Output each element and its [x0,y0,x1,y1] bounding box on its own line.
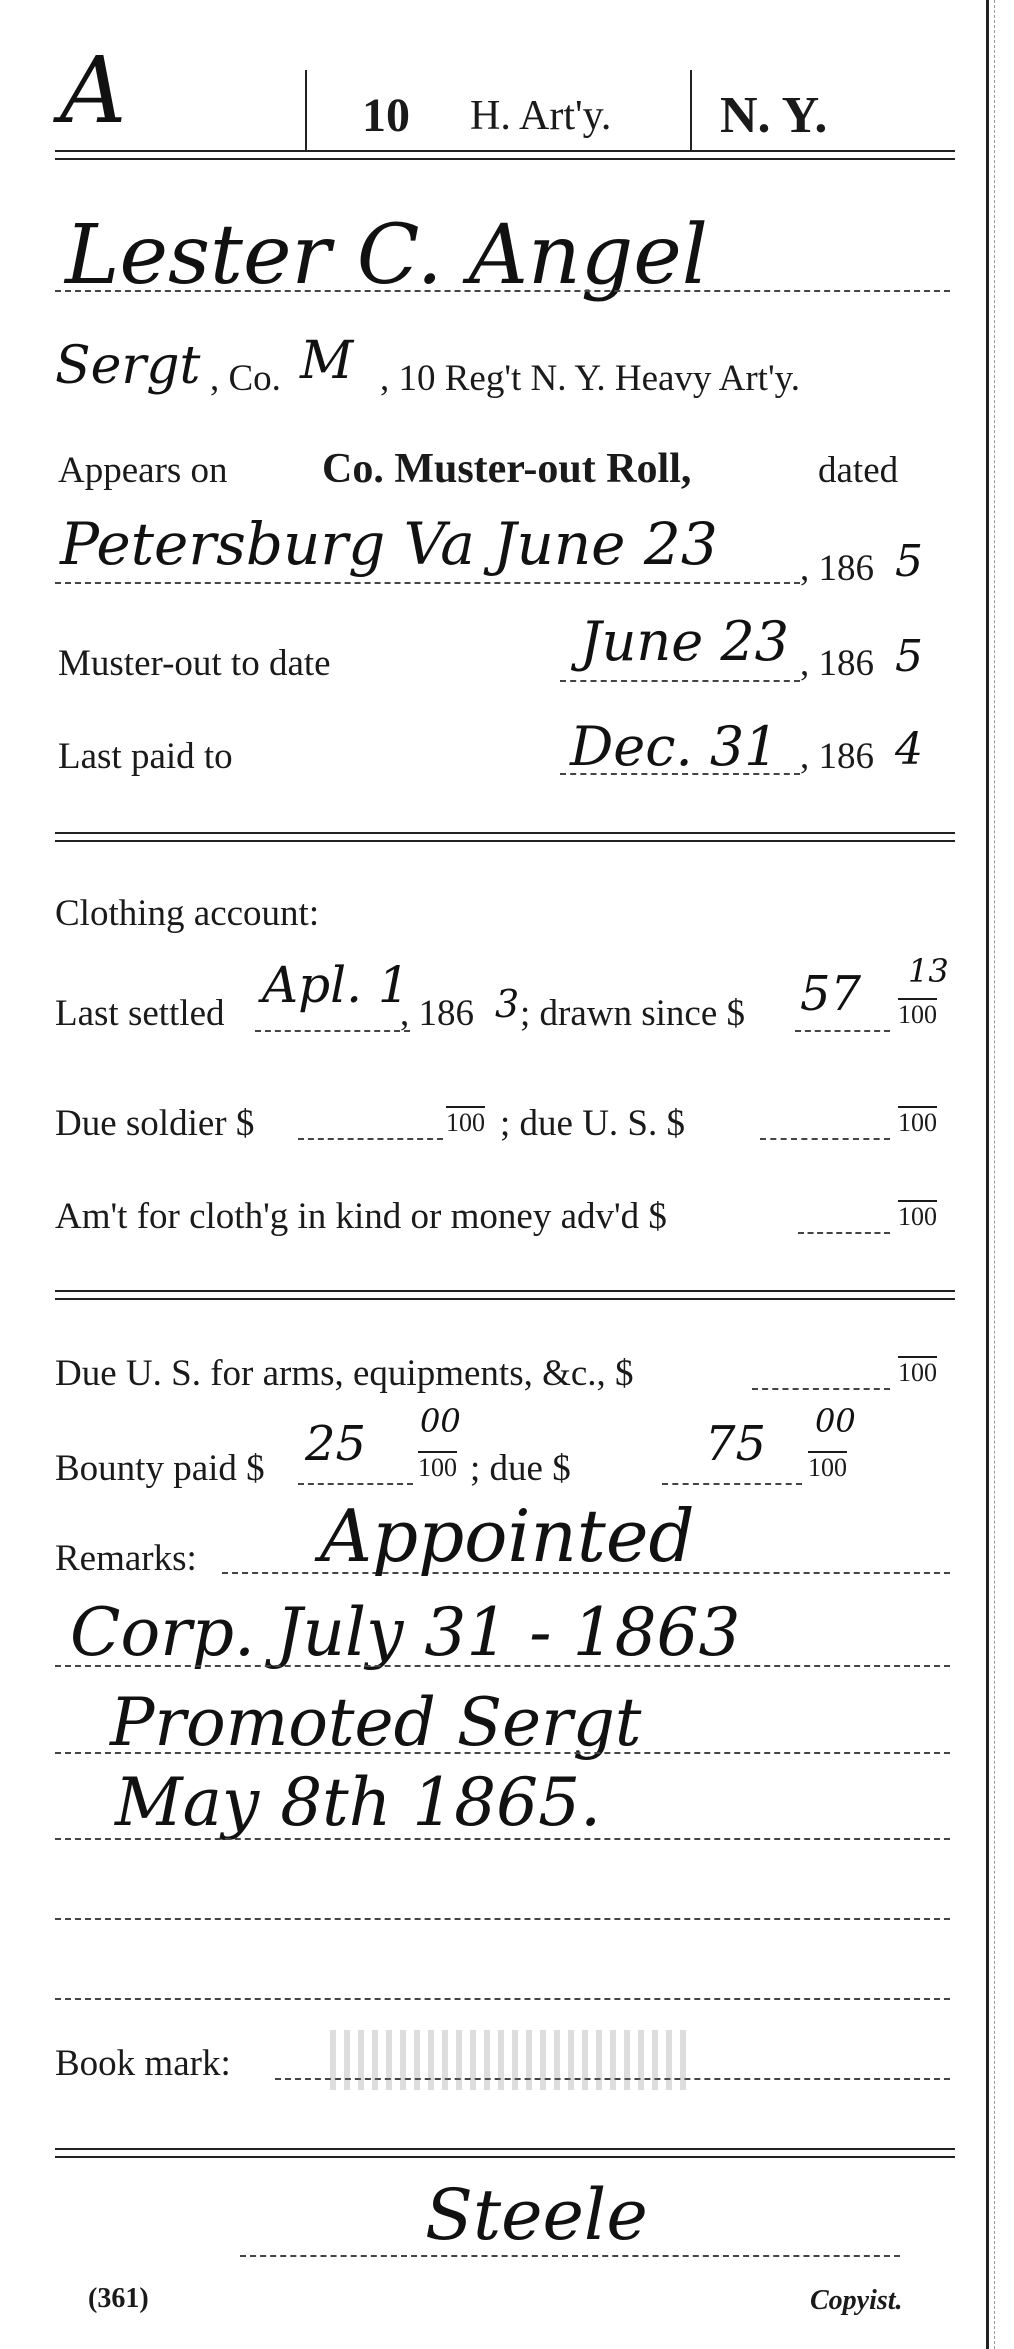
muster-out-line [560,680,800,682]
form-number: (361) [88,2283,149,2314]
last-paid-value: Dec. 31 [570,715,779,778]
bounty-paid-label: Bounty paid $ [55,1448,265,1489]
header-regiment: 10 [362,89,410,142]
copyist-signature: Steele [425,2174,648,2256]
last-paid-label: Last paid to [58,736,233,777]
muster-out-label: Muster-out to date [58,643,331,684]
last-settled-line [255,1030,410,1032]
appears-on-label: Appears on [58,450,228,491]
remarks-line-3 [55,1838,950,1840]
name-line [55,290,950,292]
last-settled-label: Last settled [55,993,225,1034]
roll-date-line [55,582,800,584]
copyist-label: Copyist. [810,2285,903,2316]
card-perforation [994,0,996,2349]
remarks-line-2 [55,1752,950,1754]
header-rule [55,150,955,160]
last-paid-line [560,773,800,775]
remarks-line-1 [55,1665,950,1667]
drawn-since-cents: 13 [908,952,949,990]
due-us-arms-line [752,1388,890,1390]
header-divider-1 [305,70,307,150]
bounty-paid-value: 25 [305,1416,367,1472]
roll-name: Co. Muster-out Roll, [322,446,692,492]
bounty-due-value: 75 [705,1416,767,1472]
regiment-line: , 10 Reg't N. Y. Heavy Art'y. [380,358,800,399]
amt-cloth-line [798,1232,890,1234]
drawn-since-line [795,1030,890,1032]
last-settled-year-digit: 3 [495,982,520,1026]
bounty-due-line [662,1483,802,1485]
bounty-due-hundred: 100 [808,1453,847,1482]
header-letter: A [60,37,127,144]
due-soldier-hundred: 100 [446,1108,485,1137]
bounty-due-cents: 00 [815,1402,856,1440]
roll-rule [55,832,955,842]
header-unit: H. Art'y. [470,93,612,139]
due-us-hundred: 100 [898,1108,937,1137]
drawn-since-value: 57 [800,966,862,1022]
roll-year-digit: 5 [895,536,923,587]
remarks-line-4 [55,1918,950,1920]
due-us-line [760,1138,890,1140]
copyist-line [240,2255,900,2257]
roll-year-prefix: , 186 [800,548,874,589]
clothing-heading: Clothing account: [55,893,320,934]
last-paid-year-digit: 4 [895,724,923,775]
last-paid-year-prefix: , 186 [800,736,874,777]
drawn-since-label: ; drawn since $ [520,993,746,1034]
muster-out-value: June 23 [580,610,790,673]
amt-cloth-hundred: 100 [898,1202,937,1231]
last-settled-value: Apl. 1 [262,956,410,1014]
muster-out-year-prefix: , 186 [800,643,874,684]
last-settled-year-prefix: , 186 [400,993,474,1034]
bounty-paid-line [298,1483,413,1485]
bounty-due-label: ; due $ [470,1448,571,1489]
due-us-arms-label: Due U. S. for arms, equipments, &c., $ [55,1353,634,1394]
due-soldier-label: Due soldier $ [55,1103,255,1144]
remarks-text-1: Corp. July 31 - 1863 [70,1594,741,1671]
drawn-since-hundred: 100 [898,1000,937,1029]
soldier-name: Lester C. Angel [65,208,709,303]
header-state: N. Y. [720,87,828,144]
dated-label: dated [818,450,899,491]
due-us-label: ; due U. S. $ [500,1103,685,1144]
due-soldier-line [298,1138,443,1140]
company-prefix: , Co. [210,358,281,399]
book-mark-label: Book mark: [55,2043,231,2084]
card-edge [986,0,989,2349]
header-divider-2 [690,70,692,150]
book-mark-stamp [330,2030,690,2090]
muster-out-year-digit: 5 [895,631,923,682]
due-us-arms-hundred: 100 [898,1358,937,1387]
soldier-company: M [300,331,354,391]
roll-place-date: Petersburg Va June 23 [60,510,718,578]
soldier-rank: Sergt [55,336,201,396]
remarks-label: Remarks: [55,1538,197,1579]
remarks-line-5 [55,1998,950,2000]
amt-cloth-label: Am't for cloth'g in kind or money adv'd $ [55,1196,667,1237]
clothing-rule [55,1290,955,1300]
remarks-text-3: May 8th 1865. [115,1764,602,1841]
bounty-paid-hundred: 100 [418,1453,457,1482]
bounty-paid-cents: 00 [420,1402,461,1440]
remarks-text-0: Appointed [320,1494,695,1578]
book-mark-rule [55,2148,955,2158]
remarks-text-2: Promoted Sergt [110,1684,642,1761]
